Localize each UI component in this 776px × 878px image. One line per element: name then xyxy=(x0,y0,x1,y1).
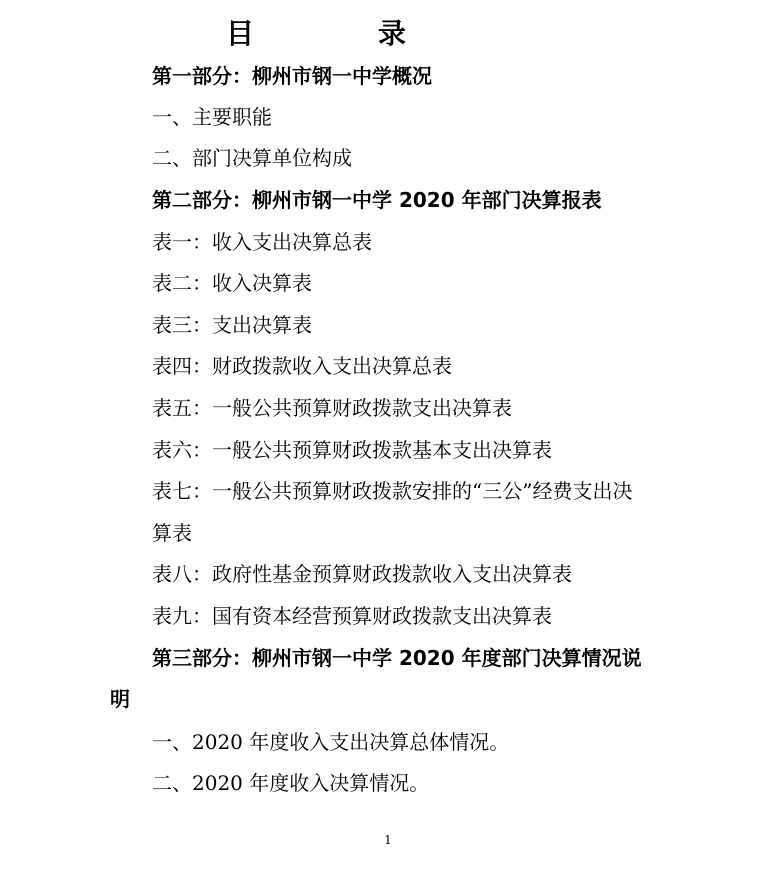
toc-item: 表八：政府性基金预算财政拨款收入支出决算表 xyxy=(152,562,572,586)
toc-item: 二、部门决算单位构成 xyxy=(152,146,352,170)
toc-item: 表七：一般公共预算财政拨款安排的“三公”经费支出决 xyxy=(152,479,633,503)
toc-item: 表四：财政拨款收入支出决算总表 xyxy=(152,354,452,378)
toc-item: 表六：一般公共预算财政拨款基本支出决算表 xyxy=(152,438,552,462)
page-number: 1 xyxy=(384,833,392,847)
toc-item: 表九：国有资本经营预算财政拨款支出决算表 xyxy=(152,604,552,628)
toc-item: 一、2020 年度收入支出决算总体情况。 xyxy=(152,730,510,754)
toc-part3-heading-continuation: 明 xyxy=(110,687,130,711)
toc-item: 二、2020 年度收入决算情况。 xyxy=(152,771,430,795)
toc-part1-heading: 第一部分：柳州市钢一中学概况 xyxy=(152,64,432,88)
toc-item: 表三：支出决算表 xyxy=(152,313,312,337)
toc-item: 表五：一般公共预算财政拨款支出决算表 xyxy=(152,396,512,420)
toc-item: 表二：收入决算表 xyxy=(152,271,312,295)
page-title: 目 录 xyxy=(225,17,454,50)
toc-item-continuation: 算表 xyxy=(152,521,192,545)
toc-part3-heading: 第三部分：柳州市钢一中学 2020 年度部门决算情况说 xyxy=(152,646,642,670)
toc-item: 表一：收入支出决算总表 xyxy=(152,230,372,254)
toc-part2-heading: 第二部分：柳州市钢一中学 2020 年部门决算报表 xyxy=(152,188,602,212)
toc-item: 一、主要职能 xyxy=(152,105,272,129)
